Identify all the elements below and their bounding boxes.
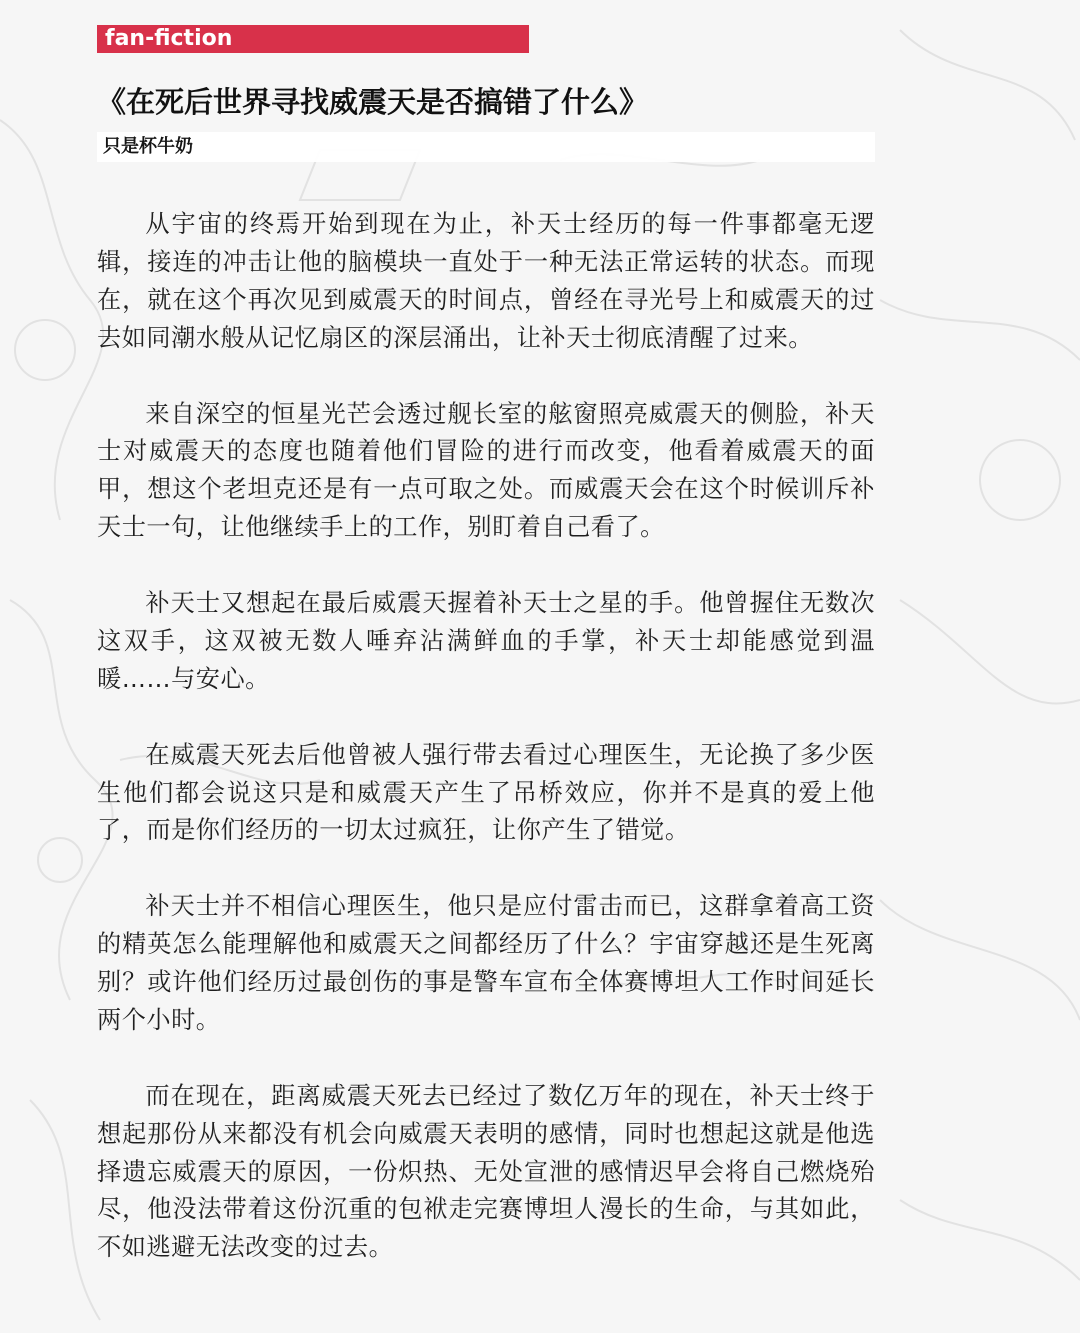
- story-body: [97, 206, 875, 1305]
- paragraph: 补天士又想起在最后威震天握着补天士之星的手。他曾握住无数次这双手，这双被无数人唾弃沾满鲜血的手掌，补天士却能感觉到温暖……与安心。: [97, 589, 875, 693]
- category-tag: fan-fiction: [97, 25, 529, 53]
- paragraph: 来自深空的恒星光芒会透过舰长室的舷窗照亮威震天的侧脸，补天士对威震天的态度也随着他们冒险的进行而改变，他看着威震天的面甲，想这个老坦克还是有一点可取之处。而威震天会在这个时候训斥补天士一句，让他继续手上的工作，别盯着自己看了。: [97, 399, 875, 542]
- paragraph: 在威震天死去后他曾被人强行带去看过心理医生，无论换了多少医生他们都会说这只是和威震天产生了吊桥效应，你并不是真的爱上他了，而是你们经历的一切太过疯狂，让你产生了错觉。: [97, 740, 875, 845]
- author-name: 只是杯牛奶: [103, 136, 193, 157]
- paragraph: 补天士并不相信心理医生，他只是应付雷击而已，这群拿着高工资的精英怎么能理解他和威震天之间都经历了什么？宇宙穿越还是生死离别？或许他们经历过最创伤的事是警车宣布全体赛博坦人工作时间延长两个小时。: [97, 892, 875, 1034]
- story-title: 《在死后世界寻找威震天是否搞错了什么》: [97, 85, 649, 119]
- paragraph: 而在现在，距离威震天死去已经过了数亿万年的现在，补天士终于想起那份从来都没有机会向威震天表明的感情，同时也想起这就是他选择遗忘威震天的原因，一份炽热、无处宣泄的感情迟早会将自己燃烧殆尽，他没法带着这份沉重的包袱走完赛博坦人漫长的生命，与其如此，不如逃避无法改变的过去。: [97, 1081, 875, 1262]
- paragraph: 从宇宙的终焉开始到现在为止，补天士经历的每一件事都毫无逻辑，接连的冲击让他的脑模块一直处于一种无法正常运转的状态。而现在，就在这个再次见到威震天的时间点，曾经在寻光号上和威震天的过去如同潮水般从记忆扇区的深层涌出，让补天士彻底清醒了过来。: [97, 210, 875, 352]
- author-bar: [97, 132, 875, 162]
